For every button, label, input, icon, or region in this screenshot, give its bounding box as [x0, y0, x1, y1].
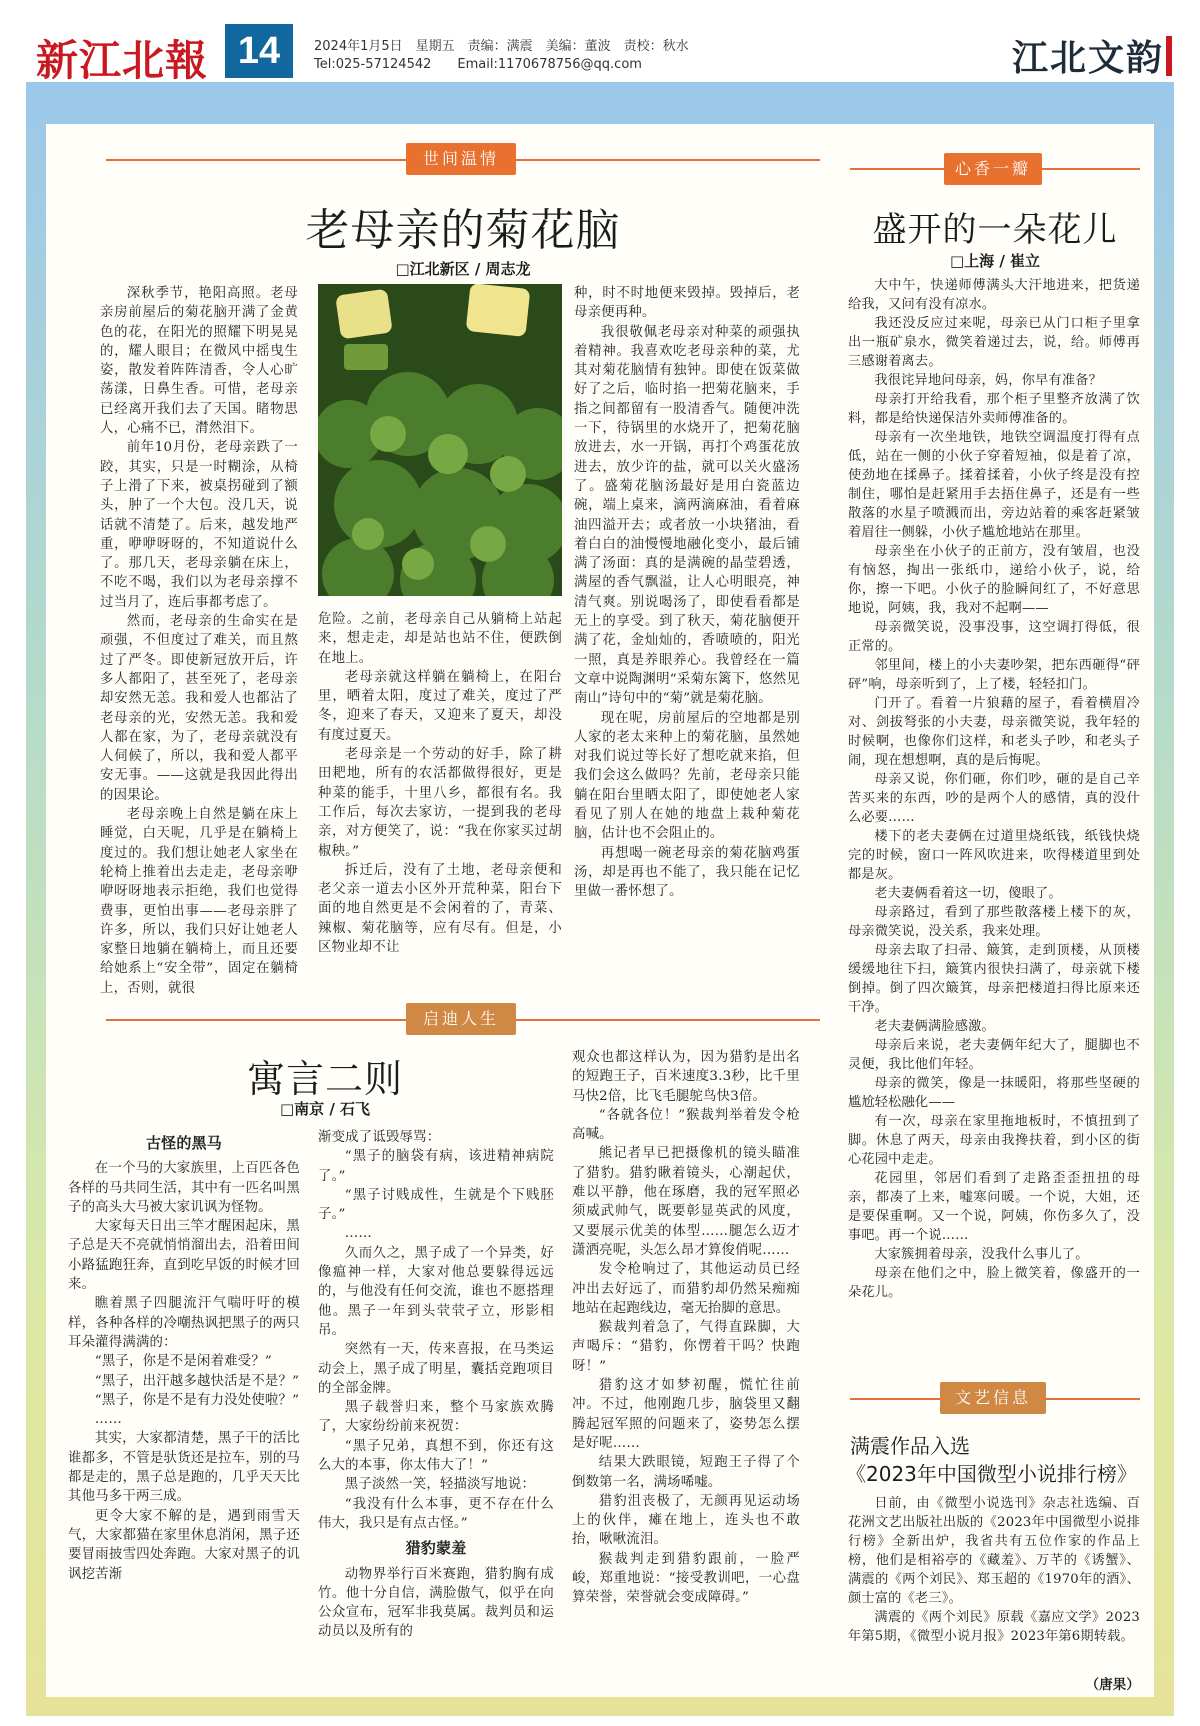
paragraph: 黑子淡然一笑，轻描淡写地说：	[344, 1477, 536, 1493]
paragraph: 老母亲晚上自然是躺在床上睡觉，白天呢，几乎是在躺椅上度过的。我们想让她老人家坐在轮椅上推着出去走走，老母亲咿咿呀呀地表示拒绝，我们也觉得费事，更怕出事——老母亲胖了许多，所以，我们只好让她老人家整日地躺在躺椅上，而且还要给她系上“安全带”，固定在躺椅上，否则，就很	[100, 807, 298, 996]
paragraph: 老夫妻俩看着这一切，傻眼了。	[874, 886, 1062, 901]
meta-line-2: Tel:025-57124542 Email:1170678756@qq.com	[314, 57, 642, 72]
paragraph: ……	[344, 1226, 372, 1242]
page-meta	[314, 38, 689, 74]
news-signature: （唐果）	[1085, 1677, 1140, 1693]
paragraph: 深秋季节，艳阳高照。老母亲房前屋后的菊花脑开满了金黄色的花，在阳光的照耀下明晃晃的，耀人眼目；在微风中摇曳生姿，散发着阵阵清香，令人心旷荡漾，日鼻生香。可惜，老母亲已经离开我们去了天国。睹物思人，心痛不已，潸然泪下。	[100, 286, 298, 437]
paragraph: 母亲的微笑，像是一抹暖阳，将那些坚硬的尴尬轻松融化——	[848, 1076, 1140, 1110]
paragraph: 猎豹这才如梦初醒，慌忙往前冲。不过，他刚跑几步，脑袋里又翻腾起冠军照的问题来了，姿势怎么摆是好呢……	[572, 1378, 800, 1451]
paragraph: 拆迁后，没有了土地，老母亲便和老父亲一道去小区外开荒种菜，阳台下面的地自然更是不会闲着的了，青菜、辣椒、菊花脑等，应有尽有。但是，小区物业却不让	[318, 862, 562, 956]
paragraph: 母亲在他们之中，脸上微笑着，像盛开的一朵花儿。	[848, 1266, 1140, 1300]
paragraph: 危险。之前，老母亲自己从躺椅上站起来，想走走，却是站也站不住，便跌倒在地上。	[318, 612, 562, 666]
paragraph: 种，时不时地便来毁掉。毁掉后，老母亲便再种。	[574, 286, 800, 321]
paragraph: 更令大家不解的是，遇到雨雪天气，大家都猫在家里休息消闲，黑子还要冒雨披雪四处奔跑。大家对黑子的讥讽挖苦渐	[68, 1508, 300, 1582]
paragraph: “黑子，你是不是有力没处使啦？”	[94, 1392, 300, 1408]
column-tag: 世间温情	[406, 143, 516, 175]
paragraph: 现在呢，房前屋后的空地都是别人家的老太来种上的菊花脑，虽然她对我们说过等长好了想吃就来掐，但我们会这么做吗？先前，老母亲只能躺在阳台里晒太阳了，即使她老人家看见了别人在她的地盘上栽种菊花脑，估计也不会阻止的。	[574, 710, 800, 842]
paragraph: 熊记者早已把摄像机的镜头瞄准了猎豹。猎豹瞅着镜头，心潮起伏，难以平静，他在琢磨，我的冠军照必须威武帅气，既要彰显英武的风度，又要展示优美的体型……腿怎么迈才潇洒亮呢，头怎么昂才算俊俏呢……	[572, 1146, 800, 1258]
paragraph: “黑子兄弟，真想不到，你还有这么大的本事，你太伟大了！”	[318, 1438, 554, 1474]
column-tag: 启迪人生	[406, 1003, 516, 1035]
paragraph: 母亲又说，你们砸，你们吵，砸的是自己辛苦买来的东西，吵的是两个人的感情，真的没什么必要……	[848, 772, 1140, 825]
paragraph: “各就各位！”猴裁判举着发令枪高喊。	[572, 1107, 800, 1143]
paragraph: 大家每天日出三竿才醒困起床，黑子总是天不亮就悄悄溜出去，沿着田间小路猛跑狂奔，直到吃早饭的时候才回来。	[68, 1219, 300, 1293]
article-column	[848, 276, 1140, 1368]
article-column	[100, 284, 298, 996]
article-column	[572, 1048, 800, 1698]
section-title: 江北文韵	[1012, 38, 1165, 79]
article-title: 盛开的一朵花儿	[872, 210, 1118, 250]
paragraph: 猴裁判着急了，气得直跺脚，大声喝斥：“猎豹，你愣着干吗？快跑呀！”	[572, 1320, 800, 1374]
paragraph: 在一个马的大家族里，上百匹各色各样的马共同生活，其中有一匹名叫黑子的高头大马被大家讥讽为怪物。	[68, 1161, 300, 1215]
paragraph: 有一次，母亲在家里拖地板时，不慎扭到了脚。休息了两天，母亲由我搀扶着，到小区的街心花园中走走。	[848, 1114, 1140, 1167]
paragraph: 动物界举行百米赛跑，猎豹胸有成竹。他十分自信，满脸傲气，似乎在向公众宣布，冠军非我莫属。裁判员和运动员以及所有的	[318, 1566, 554, 1640]
article-column	[68, 1128, 300, 1698]
article-title: 寓言二则	[246, 1057, 403, 1101]
paragraph: 大中午，快递师傅满头大汗地进来，把货递给我，又问有没有凉水。	[848, 278, 1140, 312]
chrysanthemum-photo	[318, 284, 562, 596]
paragraph: 其实，大家都清楚，黑子干的活比谁都多，不管是驮货还是拉车，别的马都是走的，黑子总是跑的，几乎天天比其他马多干两三成。	[68, 1431, 300, 1505]
column-tag: 文艺信息	[940, 1382, 1046, 1414]
paragraph: 猴裁判走到猎豹跟前，一脸严峻，郑重地说：“接受教训吧，一心盘算荣誉，荣誉就会变成障碍。”	[572, 1551, 800, 1606]
paragraph: 猎豹沮丧极了，无颜再见运动场上的伙伴，瘫在地上，连头也不敢抬，啾啾流泪。	[572, 1493, 800, 1548]
column-tag: 心香一瓣	[944, 153, 1042, 185]
article-title: 老母亲的菊花脑	[305, 205, 621, 256]
paragraph: 观众也都这样认为，因为猎豹是出名的短跑王子，百米速度3.3秒，比千里马快2倍，比飞毛腿鸵鸟快3倍。	[572, 1050, 800, 1104]
paragraph: 再想喝一碗老母亲的菊花脑鸡蛋汤，却是再也不能了，我只能在记忆里做一番怀想了。	[574, 845, 800, 900]
paragraph: 日前，由《微型小说选刊》杂志社选编、百花洲文艺出版社出版的《2023年中国微型小说排行榜》全新出炉，我省共有五位作家的作品上榜，他们是相裕亭的《藏羞》、万芊的《诱蟹》、满震的《两个刘民》、郑玉超的《1970年的酒》、颜士富的《老三》。	[848, 1496, 1140, 1606]
article-author: □上海 / 崔立	[949, 252, 1041, 270]
paragraph: 老母亲就这样躺在躺椅上，在阳台里，晒着太阳，度过了难关，度过了严冬，迎来了春天，又迎来了夏天，却没有度过夏天。	[318, 669, 562, 743]
article-column	[318, 1128, 554, 1698]
paragraph: 久而久之，黑子成了一个异类，好像瘟神一样，大家对他总要躲得远远的，与他没有任何交流，谁也不愿搭理他。黑子一年到头茕茕孑立，形影相吊。	[318, 1245, 554, 1338]
paragraph: 结果大跌眼镜，短跑王子得了个倒数第一名，满场唏嘘。	[572, 1455, 800, 1490]
paragraph: 老母亲是一个劳动的好手，除了耕田耙地，所有的农活都做得很好，更是种菜的能手，十里八乡，都很有名。我工作后，每次去家访，一提到我的老母亲，对方便笑了，说：“我在你家买过胡椒秧。”	[318, 747, 562, 859]
paragraph: 渐变成了诋毁辱骂：	[318, 1130, 441, 1145]
paragraph: 楼下的老夫妻俩在过道里烧纸钱，纸钱快烧完的时候，窗口一阵风吹进来，吹得楼道里到处都是灰。	[848, 829, 1140, 882]
news-title-line-1: 满震作品入选	[850, 1434, 970, 1458]
paragraph: 母亲打开给我看，那个柜子里整齐放满了饮料，都是给快递保洁外卖师傅准备的。	[848, 392, 1140, 426]
newspaper-logo: 新江北報	[36, 36, 209, 85]
paragraph: “我没有什么本事，更不存在什么伟大，我只是有点古怪。”	[318, 1496, 554, 1531]
paragraph: 母亲微笑说，没事没事，这空调打得低，很正常的。	[848, 620, 1140, 654]
paragraph: 母亲去取了扫帚、簸箕，走到顶楼，从顶楼缓缓地往下扫，簸箕内很快扫满了，母亲就下楼倒掉。倒了四次簸箕，母亲把楼道扫得比原来还干净。	[848, 943, 1140, 1015]
page-number: 14	[225, 24, 293, 78]
article-column	[318, 610, 562, 970]
paragraph: “黑子，出汗越多越快活是不是？”	[94, 1373, 300, 1389]
paragraph: ……	[94, 1412, 122, 1428]
paragraph: “黑子讨贱成性，生就是个下贱胚子。”	[318, 1187, 554, 1223]
paragraph: 老夫妻俩满脸感激。	[874, 1019, 995, 1034]
paragraph: 花园里，邻居们看到了走路歪歪扭扭的母亲，都凑了上来，嘘寒问暖。一个说，大姐，还是要保重啊。又一个说，阿姨，你伤多久了，没事吧。再一个说……	[848, 1171, 1140, 1243]
news-title-line-2: 《2023年中国微型小说排行榜》	[846, 1462, 1137, 1486]
paragraph: 母亲后来说，老夫妻俩年纪大了，腿脚也不灵便，我比他们年轻。	[848, 1038, 1140, 1072]
article-author: □南京 / 石飞	[279, 1100, 371, 1118]
paragraph: 我很诧异地问母亲，妈，你早有准备？	[874, 373, 1102, 388]
meta-line-1: 2024年1月5日 星期五 责编：满震 美编：董波 责校：秋水	[314, 39, 689, 54]
paragraph: 母亲有一次坐地铁，地铁空调温度打得有点低，站在一侧的小伙子穿着短袖，似是着了凉，使劲地在揉鼻子。揉着揉着，小伙子终是没有控制住，哪怕是赶紧用手去捂住鼻子，还是有一些散落的水星子喷溅而出，旁边站着的乘客赶紧皱着眉往一侧躲，小伙子尴尬地站在那里。	[848, 430, 1140, 540]
paragraph: 黑子载誉归来，整个马家族欢腾了，大家纷纷前来祝贺：	[318, 1400, 554, 1435]
paragraph: 门开了。看着一片狼藉的屋子，看着横眉冷对、剑拔弩张的小夫妻，母亲微笑说，我年轻的时候啊，也像你们这样，和老头子吵，和老头子闹，现在想想啊，真的是后悔呢。	[848, 696, 1140, 768]
article-column	[848, 1494, 1140, 1694]
paragraph: 大家簇拥着母亲，没我什么事儿了。	[874, 1247, 1089, 1262]
subsection-title: 猎豹蒙羞	[405, 1539, 467, 1558]
paragraph: 我很敬佩老母亲对种菜的顽强执着精神。我喜欢吃老母亲种的菜，尤其对菊花脑情有独钟。即使在饭菜做好了之后，临时掐一把菊花脑来，手指之间都留有一股清香气。随便冲洗一下，待锅里的水烧开了，把菊花脑放进去，水一开锅，再打个鸡蛋花放进去，放少许的盐，就可以关火盛汤了。盛菊花脑汤最好是用白瓷蓝边碗，端上桌来，滴两滴麻油，看着麻油四溢开去；或者放一小块猪油，看着白白的油慢慢地融化变小，最后铺满了汤面：真的是满碗的晶莹碧透，满屋的香气飘溢，让人心明眼亮，神清气爽。别说喝汤了，即使看看都是无上的享受。到了秋天，菊花脑便开满了花，金灿灿的，香喷喷的，阳光一照，真是养眼养心。我曾经在一篇文章中说陶渊明“采菊东篱下，悠然见南山”诗句中的“菊”就是菊花脑。	[574, 324, 800, 707]
paragraph: “黑子，你是不是闲着难受？”	[94, 1354, 272, 1370]
paragraph: 突然有一天，传来喜报，在马类运动会上，黑子成了明星，囊括竞跑项目的全部金牌。	[318, 1342, 554, 1396]
paragraph: 然而，老母亲的生命实在是顽强，不但度过了难关，而且熬过了严冬。即使新冠放开后，许多人都阳了，甚至死了，老母亲却安然无恙。我和爱人也都沾了老母亲的光，安然无恙。我和爱人都在家，为了，老母亲就没有人伺候了，所以，我和爱人都平安无事。——这就是我因此得出的因果论。	[100, 614, 298, 803]
section-accent-bar	[1166, 36, 1172, 76]
subsection-title: 古怪的黑马	[145, 1134, 222, 1152]
paragraph: 发令枪响过了，其他运动员已经冲出去好远了，而猎豹却仍然呆痴痴地站在起跑线边，毫无抬脚的意思。	[572, 1262, 800, 1316]
paragraph: 前年10月份，老母亲跌了一跤，其实，只是一时糊涂，从椅子上滑了下来，被桌拐碰到了额头，肿了一个大包。没几天，说话就不清楚了。后来，越发地严重，咿咿呀呀的，不知道说什么了。那几天，老母亲躺在床上，不吃不喝，我们以为老母亲撑不过当月了，连后事都考虑了。	[100, 440, 298, 610]
paragraph: 母亲坐在小伙子的正前方，没有皱眉，也没有恼怒，掏出一张纸巾，递给小伙子，说，给你，擦一下吧。小伙子的脸瞬间红了，不好意思地说，阿姨，我，我对不起啊——	[848, 544, 1140, 616]
paragraph: 母亲路过，看到了那些散落楼上楼下的灰，母亲微笑说，没关系，我来处理。	[848, 905, 1140, 939]
article-author: □江北新区 / 周志龙	[395, 260, 531, 278]
article-column	[574, 284, 800, 964]
paragraph: 我还没反应过来呢，母亲已从门口柜子里拿出一瓶矿泉水，微笑着递过去，说，给。师傅再三感谢着离去。	[848, 316, 1140, 369]
paragraph: 瞧着黑子四腿流汗气喘吁吁的模样，各种各样的冷嘲热讽把黑子的两只耳朵灌得满满的：	[68, 1296, 300, 1350]
paragraph: 满震的《两个刘民》原载《嘉应文学》2023年第5期，《微型小说月报》2023年第6期转载。	[848, 1610, 1140, 1644]
paragraph: “黑子的脑袋有病，该进精神病院了。”	[318, 1149, 554, 1184]
paragraph: 邻里间，楼上的小夫妻吵架，把东西砸得“砰砰”响，母亲听到了，上了楼，轻轻扣门。	[848, 658, 1140, 692]
